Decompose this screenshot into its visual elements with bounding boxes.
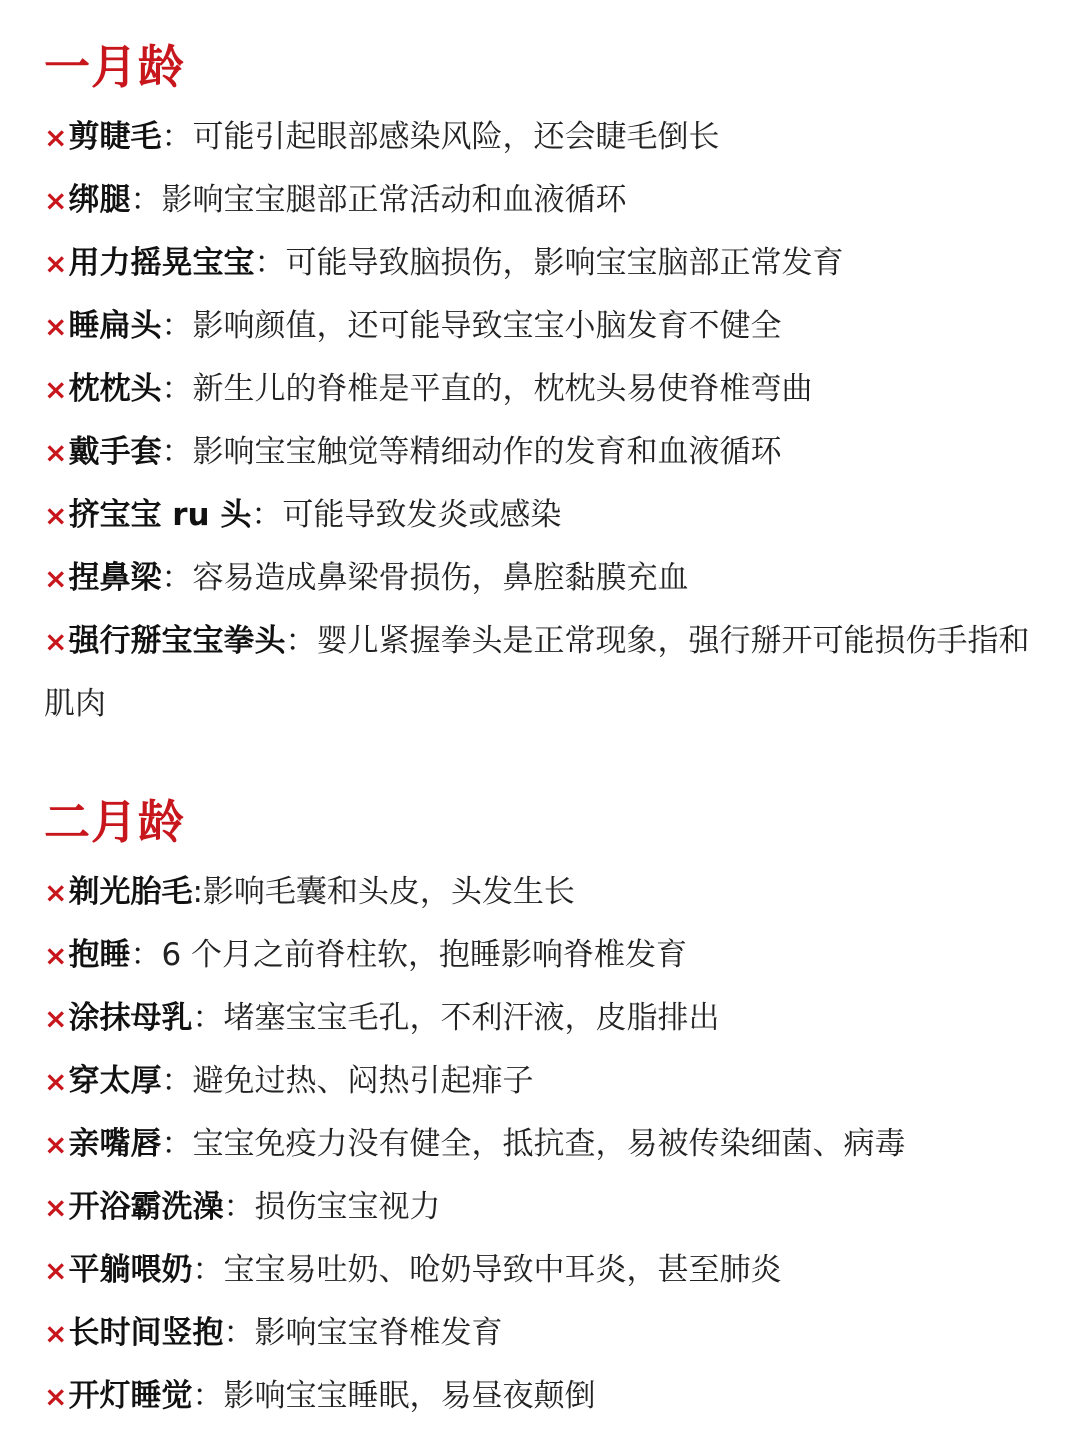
item-separator: ： <box>161 560 193 596</box>
item-description: 损伤宝宝视力 <box>254 1189 441 1225</box>
item-description: 影响宝宝睡眠，易昼夜颠倒 <box>223 1378 596 1414</box>
item-separator: ： <box>223 1189 255 1225</box>
cross-icon: × <box>44 310 68 343</box>
item-term: 睡扁头 <box>68 308 162 344</box>
item-description: 影响宝宝腿部正常活动和血液循环 <box>161 182 627 218</box>
cross-icon: × <box>44 1002 68 1035</box>
list-item <box>44 924 1040 987</box>
item-term: 开浴霸洗澡 <box>68 1189 224 1225</box>
item-separator: ： <box>130 182 162 218</box>
section-title: 二月龄 <box>44 795 185 849</box>
cross-icon: × <box>44 939 68 972</box>
item-separator: ： <box>161 434 193 470</box>
cross-icon: × <box>44 625 68 658</box>
item-description: 可能导致脑损伤，影响宝宝脑部正常发育 <box>285 245 844 281</box>
item-description: 避免过热、闷热引起痱子 <box>192 1063 534 1099</box>
cross-icon: × <box>44 247 68 280</box>
item-term: 枕枕头 <box>68 371 162 407</box>
list-item <box>44 1113 1040 1176</box>
item-description: 6 个月之前脊柱软，抱睡影响脊椎发育 <box>161 937 688 973</box>
item-term: 剪睫毛 <box>68 119 162 155</box>
item-description: 可能导致发炎或感染 <box>282 497 562 533</box>
item-list <box>44 106 1040 735</box>
list-item <box>44 1050 1040 1113</box>
item-term: 剃光胎毛 <box>68 874 193 910</box>
list-item <box>44 1365 1040 1428</box>
cross-icon: × <box>44 436 68 469</box>
item-description: 容易造成鼻梁骨损伤，鼻腔黏膜充血 <box>192 560 689 596</box>
cross-icon: × <box>44 373 68 406</box>
cross-icon: × <box>44 121 68 154</box>
item-term: 亲嘴唇 <box>68 1126 162 1162</box>
item-separator: ： <box>161 1063 193 1099</box>
item-term: 戴手套 <box>68 434 162 470</box>
list-item <box>44 610 1040 735</box>
list-item <box>44 1302 1040 1365</box>
item-separator: ： <box>254 245 286 281</box>
item-term: 强行掰宝宝拳头 <box>68 623 286 659</box>
list-item <box>44 987 1040 1050</box>
item-separator: ： <box>192 1378 224 1414</box>
item-term: 开灯睡觉 <box>68 1378 193 1414</box>
item-list <box>44 861 1040 1428</box>
item-description: 影响颜值，还可能导致宝宝小脑发育不健全 <box>192 308 782 344</box>
list-item <box>44 1239 1040 1302</box>
list-item <box>44 358 1040 421</box>
item-separator: : <box>192 874 203 910</box>
section-month-2 <box>44 789 1040 1428</box>
item-description: 堵塞宝宝毛孔，不利汗液，皮脂排出 <box>223 1000 720 1036</box>
cross-icon: × <box>44 1128 68 1161</box>
cross-icon: × <box>44 562 68 595</box>
item-term: 捏鼻梁 <box>68 560 162 596</box>
section-month-1 <box>44 34 1040 735</box>
item-separator: ： <box>285 623 317 659</box>
item-description: 婴儿紧握拳头是正常现象，强行掰开可能损伤手指和肌肉 <box>44 623 1030 722</box>
item-separator: ： <box>161 371 193 407</box>
item-term: 挤宝宝 ru 头 <box>68 497 252 533</box>
item-term: 长时间竖抱 <box>68 1315 224 1351</box>
list-item <box>44 547 1040 610</box>
list-item <box>44 1176 1040 1239</box>
item-separator: ： <box>192 1252 224 1288</box>
cross-icon: × <box>44 1065 68 1098</box>
item-separator: ： <box>161 308 193 344</box>
item-description: 宝宝免疫力没有健全，抵抗查，易被传染细菌、病毒 <box>192 1126 906 1162</box>
item-description: 可能引起眼部感染风险，还会睫毛倒长 <box>192 119 720 155</box>
item-term: 绑腿 <box>68 182 131 218</box>
cross-icon: × <box>44 1317 68 1350</box>
item-separator: ： <box>192 1000 224 1036</box>
item-separator: ： <box>161 119 193 155</box>
item-term: 涂抹母乳 <box>68 1000 193 1036</box>
item-separator: ： <box>223 1315 255 1351</box>
item-description: 影响宝宝触觉等精细动作的发育和血液循环 <box>192 434 782 470</box>
item-description: 新生儿的脊椎是平直的，枕枕头易使脊椎弯曲 <box>192 371 813 407</box>
cross-icon: × <box>44 876 68 909</box>
item-separator: ： <box>161 1126 193 1162</box>
list-item <box>44 106 1040 169</box>
item-term: 平躺喂奶 <box>68 1252 193 1288</box>
cross-icon: × <box>44 499 68 532</box>
item-term: 用力摇晃宝宝 <box>68 245 255 281</box>
list-item <box>44 232 1040 295</box>
item-description: 影响毛囊和头皮，头发生长 <box>202 874 575 910</box>
list-item <box>44 295 1040 358</box>
item-term: 穿太厚 <box>68 1063 162 1099</box>
cross-icon: × <box>44 184 68 217</box>
list-item <box>44 861 1040 924</box>
section-title: 一月龄 <box>44 40 185 94</box>
cross-icon: × <box>44 1254 68 1287</box>
item-separator: ： <box>130 937 162 973</box>
item-term: 抱睡 <box>68 937 131 973</box>
item-separator: ： <box>251 497 283 533</box>
cross-icon: × <box>44 1380 68 1413</box>
list-item <box>44 421 1040 484</box>
list-item <box>44 484 1040 547</box>
list-item <box>44 169 1040 232</box>
cross-icon: × <box>44 1191 68 1224</box>
item-description: 影响宝宝脊椎发育 <box>254 1315 503 1351</box>
item-description: 宝宝易吐奶、呛奶导致中耳炎，甚至肺炎 <box>223 1252 782 1288</box>
